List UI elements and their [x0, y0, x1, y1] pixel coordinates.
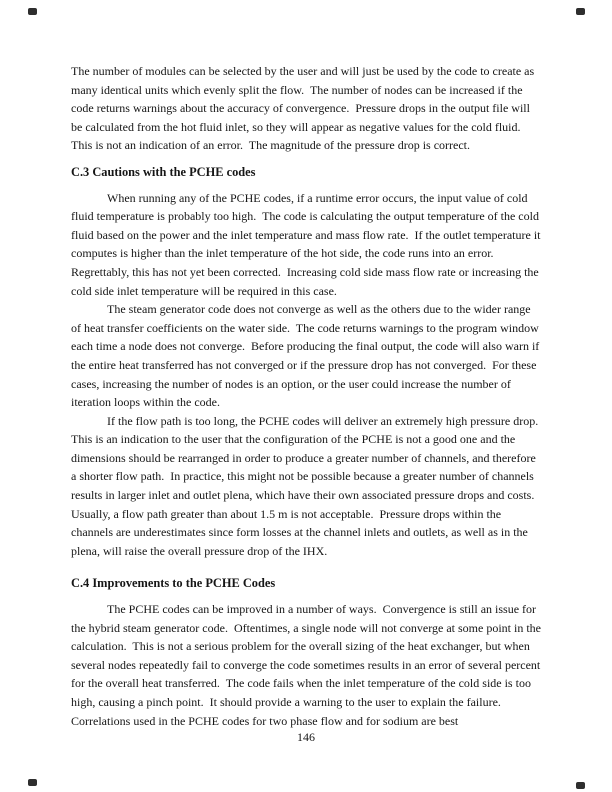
body-paragraph: When running any of the PCHE codes, if a runtime error occurs, the input value of cold fluid temperature is probably too high. The code is calculating the output temperature of the cold fluid based on the power and the inlet temperature and mass flow rate. If the outlet temperature it computes is higher than the inlet temperature of the hot side, the code runs into an error. Regrettably, this has not yet been corrected. Increasing cold side mass flow rate or increasing the cold side inlet temperature will be required in this case. — [71, 190, 544, 298]
page-body — [71, 62, 545, 730]
section-heading-c4: C.4 Improvements to the PCHE Codes — [71, 576, 276, 591]
section-heading-c3: C.3 Cautions with the PCHE codes — [71, 164, 256, 179]
body-paragraph: The steam generator code does not converge as well as the others due to the wider range of heat transfer coefficients on the water side. The code returns warnings to the program window each time a node does not converge. Before producing the final output, the code will also warn if the entire heat transferred has not converged or if the pressure drop has not converged. For these cases, increasing the number of nodes is an option, or the user could increase the number of iteration loops within the code. — [71, 302, 543, 410]
scan-mark-bottom-right — [576, 782, 585, 789]
body-paragraph-continuation: The number of modules can be selected by the user and will just be used by the code to create as many identical units which evenly split the flow. The number of nodes can be increased if the code returns warnings about the accuracy of convergence. Pressure drops in the output file will be calculated from the hot fluid inlet, so they will appear as negative values for the cold fluid. This is not an indication of an error. The magnitude of the pressure drop is correct. — [71, 64, 538, 153]
scan-mark-bottom-left — [28, 779, 37, 786]
body-paragraph: The PCHE codes can be improved in a number of ways. Convergence is still an issue for the hybrid steam generator code. Oftentimes, a single node will not converge at some point in the calculation. This is not a serious problem for the overall sizing of the heat exchanger, but when several nodes repeatedly fail to converge the code sometimes results in an error of several percent for the overall heat transferred. The code fails when the inlet temperature of the cold side is too high, causing a pinch point. It should provide a warning to the user to explain the failure. Correlations used in the PCHE codes for two phase flow and for sodium are best — [71, 602, 544, 728]
scan-mark-top-left — [28, 8, 37, 15]
body-paragraph: If the flow path is too long, the PCHE codes will deliver an extremely high pressure drop. This is an indication to the user that the configuration of the PCHE is not a good one and the dimensions should be rearranged in order to produce a greater number of channels, and therefore a shorter flow path. In practice, this might not be possible because a greater number of channels results in larger inlet and outlet plena, which have their own associated pressure drops and costs. Usually, a flow path greater than about 1.5 m is not acceptable. Pressure drops within the channels are underestimates since form losses at the channel inlets and outlets, as well as in the plena, will raise the overall pressure drop of the IHX. — [71, 413, 545, 558]
scan-mark-top-right — [576, 8, 585, 15]
page-number: 146 — [297, 730, 315, 744]
